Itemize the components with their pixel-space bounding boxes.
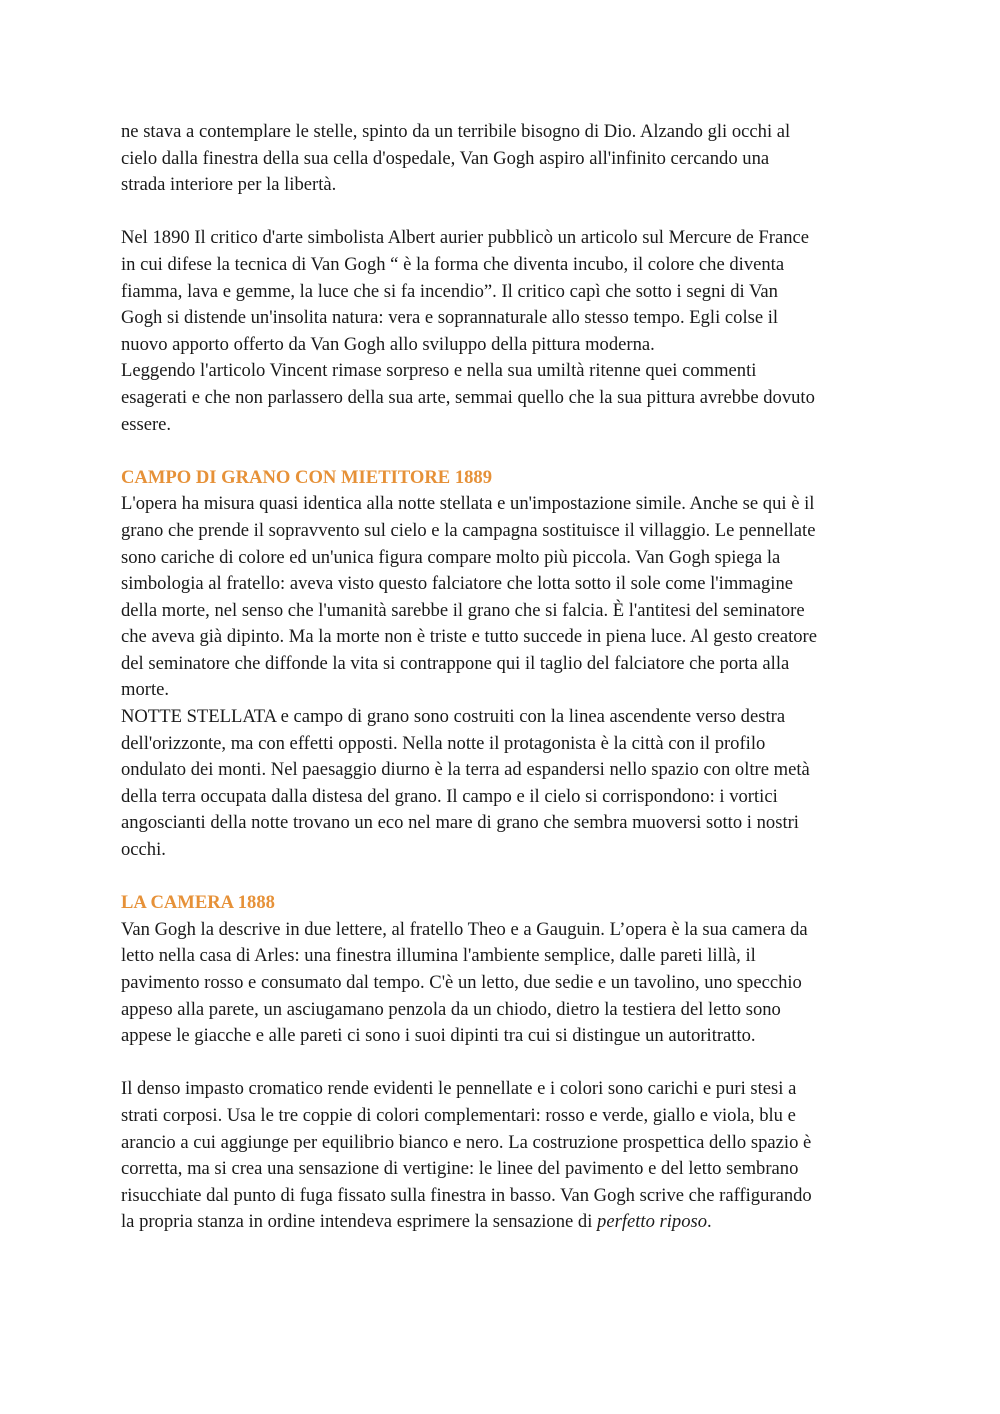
bedroom-paragraph-2-end: . [707, 1211, 712, 1233]
bedroom-paragraph-2-emphasis: perfetto riposo [597, 1211, 708, 1233]
section-heading-bedroom: LA CAMERA 1888 [121, 892, 275, 914]
document-page [121, 119, 891, 1236]
paragraph-spacer [121, 199, 891, 226]
paragraph-spacer [121, 1050, 891, 1077]
wheatfield-paragraph-1: L'opera ha misura quasi identica alla notte stellata e un'impostazione simile. Anche se qui è il grano che prende il sopravvento sul cielo e la campagna sostituisce il villaggio. Le pennellate sono cariche di colore ed un'unica figura compare molto più piccola. Van Gogh spiega la simbologia al fratello: aveva visto questo falciatore che lotta sotto il sole come l'immagine della morte, nel senso che l'umanità sarebbe il grano che si falcia. È l'antitesi del seminatore che aveva già dipinto. Ma la morte non è triste e tutto succede in piena luce. Al gesto creatore del seminatore che diffonde la vita si contrappone qui il taglio del falciatore che porta alla morte. [121, 493, 817, 701]
paragraph-spacer [121, 438, 891, 465]
aurier-paragraph: Nel 1890 Il critico d'arte simbolista Albert aurier pubblicò un articolo sul Mercure de France in cui difese la tecnica di Van Gogh “ è la forma che diventa incubo, il colore che diventa fiamma, lava e gemme, la luce che si fa incendio”. Il critico capì che sotto i segni di Van Gogh si distende un'insolita natura: vera e soprannaturale allo stesso tempo. Egli colse il nuovo apporto offerto da Van Gogh allo sviluppo della pittura moderna. [121, 227, 810, 355]
bedroom-paragraph-2 [121, 1076, 891, 1236]
paragraph-spacer [121, 864, 891, 891]
bedroom-paragraph-1: Van Gogh la descrive in due lettere, al fratello Theo e a Gauguin. L’opera è la sua camera da letto nella casa di Arles: una finestra illumina l'ambiente semplice, dalle pareti lillà, il pavimento rosso e consumato dal tempo. C'è un letto, due sedie e un tavolino, uno specchio appeso alla parete, un asciugamano penzola da un chiodo, dietro la testiera del letto sono appese le giacche e alle pareti ci sono i suoi dipinti tra cui si distingue un autoritratto. [121, 918, 808, 1047]
bedroom-paragraph-2-main: Il denso impasto cromatico rende evidenti le pennellate e i colori sono carichi e puri stesi a strati corposi. Usa le tre coppie di colori complementari: rosso e verde, giallo e viola, blu e arancio a cui aggiunge per equilibrio bianco e nero. La costruzione prospettica dello spazio è corretta, ma si crea una sensazione di vertigine: le linee del pavimento e del letto sembrano risucchiate dal punto di fuga fissato sulla finestra in basso. Van Gogh scrive che raffigurando la propria stanza in ordine intendeva esprimere la sensazione di [121, 1078, 812, 1233]
intro-paragraph: ne stava a contemplare le stelle, spinto da un terribile bisogno di Dio. Alzando gli occhi al cielo dalla finestra della sua cella d'ospedale, Van Gogh aspiro all'infinito cercando una strada interiore per la libertà. [121, 121, 791, 196]
reaction-paragraph: Leggendo l'articolo Vincent rimase sorpreso e nella sua umiltà ritenne quei commenti esagerati e che non parlassero della sua arte, semmai quello che la sua pittura avrebbe dovuto essere. [121, 360, 815, 435]
section-heading-wheatfield: CAMPO DI GRANO CON MIETITORE 1889 [121, 466, 493, 488]
wheatfield-paragraph-2: NOTTE STELLATA e campo di grano sono costruiti con la linea ascendente verso destra dell'orizzonte, ma con effetti opposti. Nella notte il protagonista è la città con il profilo ondulato dei monti. Nel paesaggio diurno è la terra ad espandersi nello spazio con oltre metà della terra occupata dalla distesa del grano. Il campo e il cielo si corrispondono: i vortici angoscianti della notte trovano un eco nel mare di grano che sembra muoversi sotto i nostri occhi. [121, 706, 810, 861]
